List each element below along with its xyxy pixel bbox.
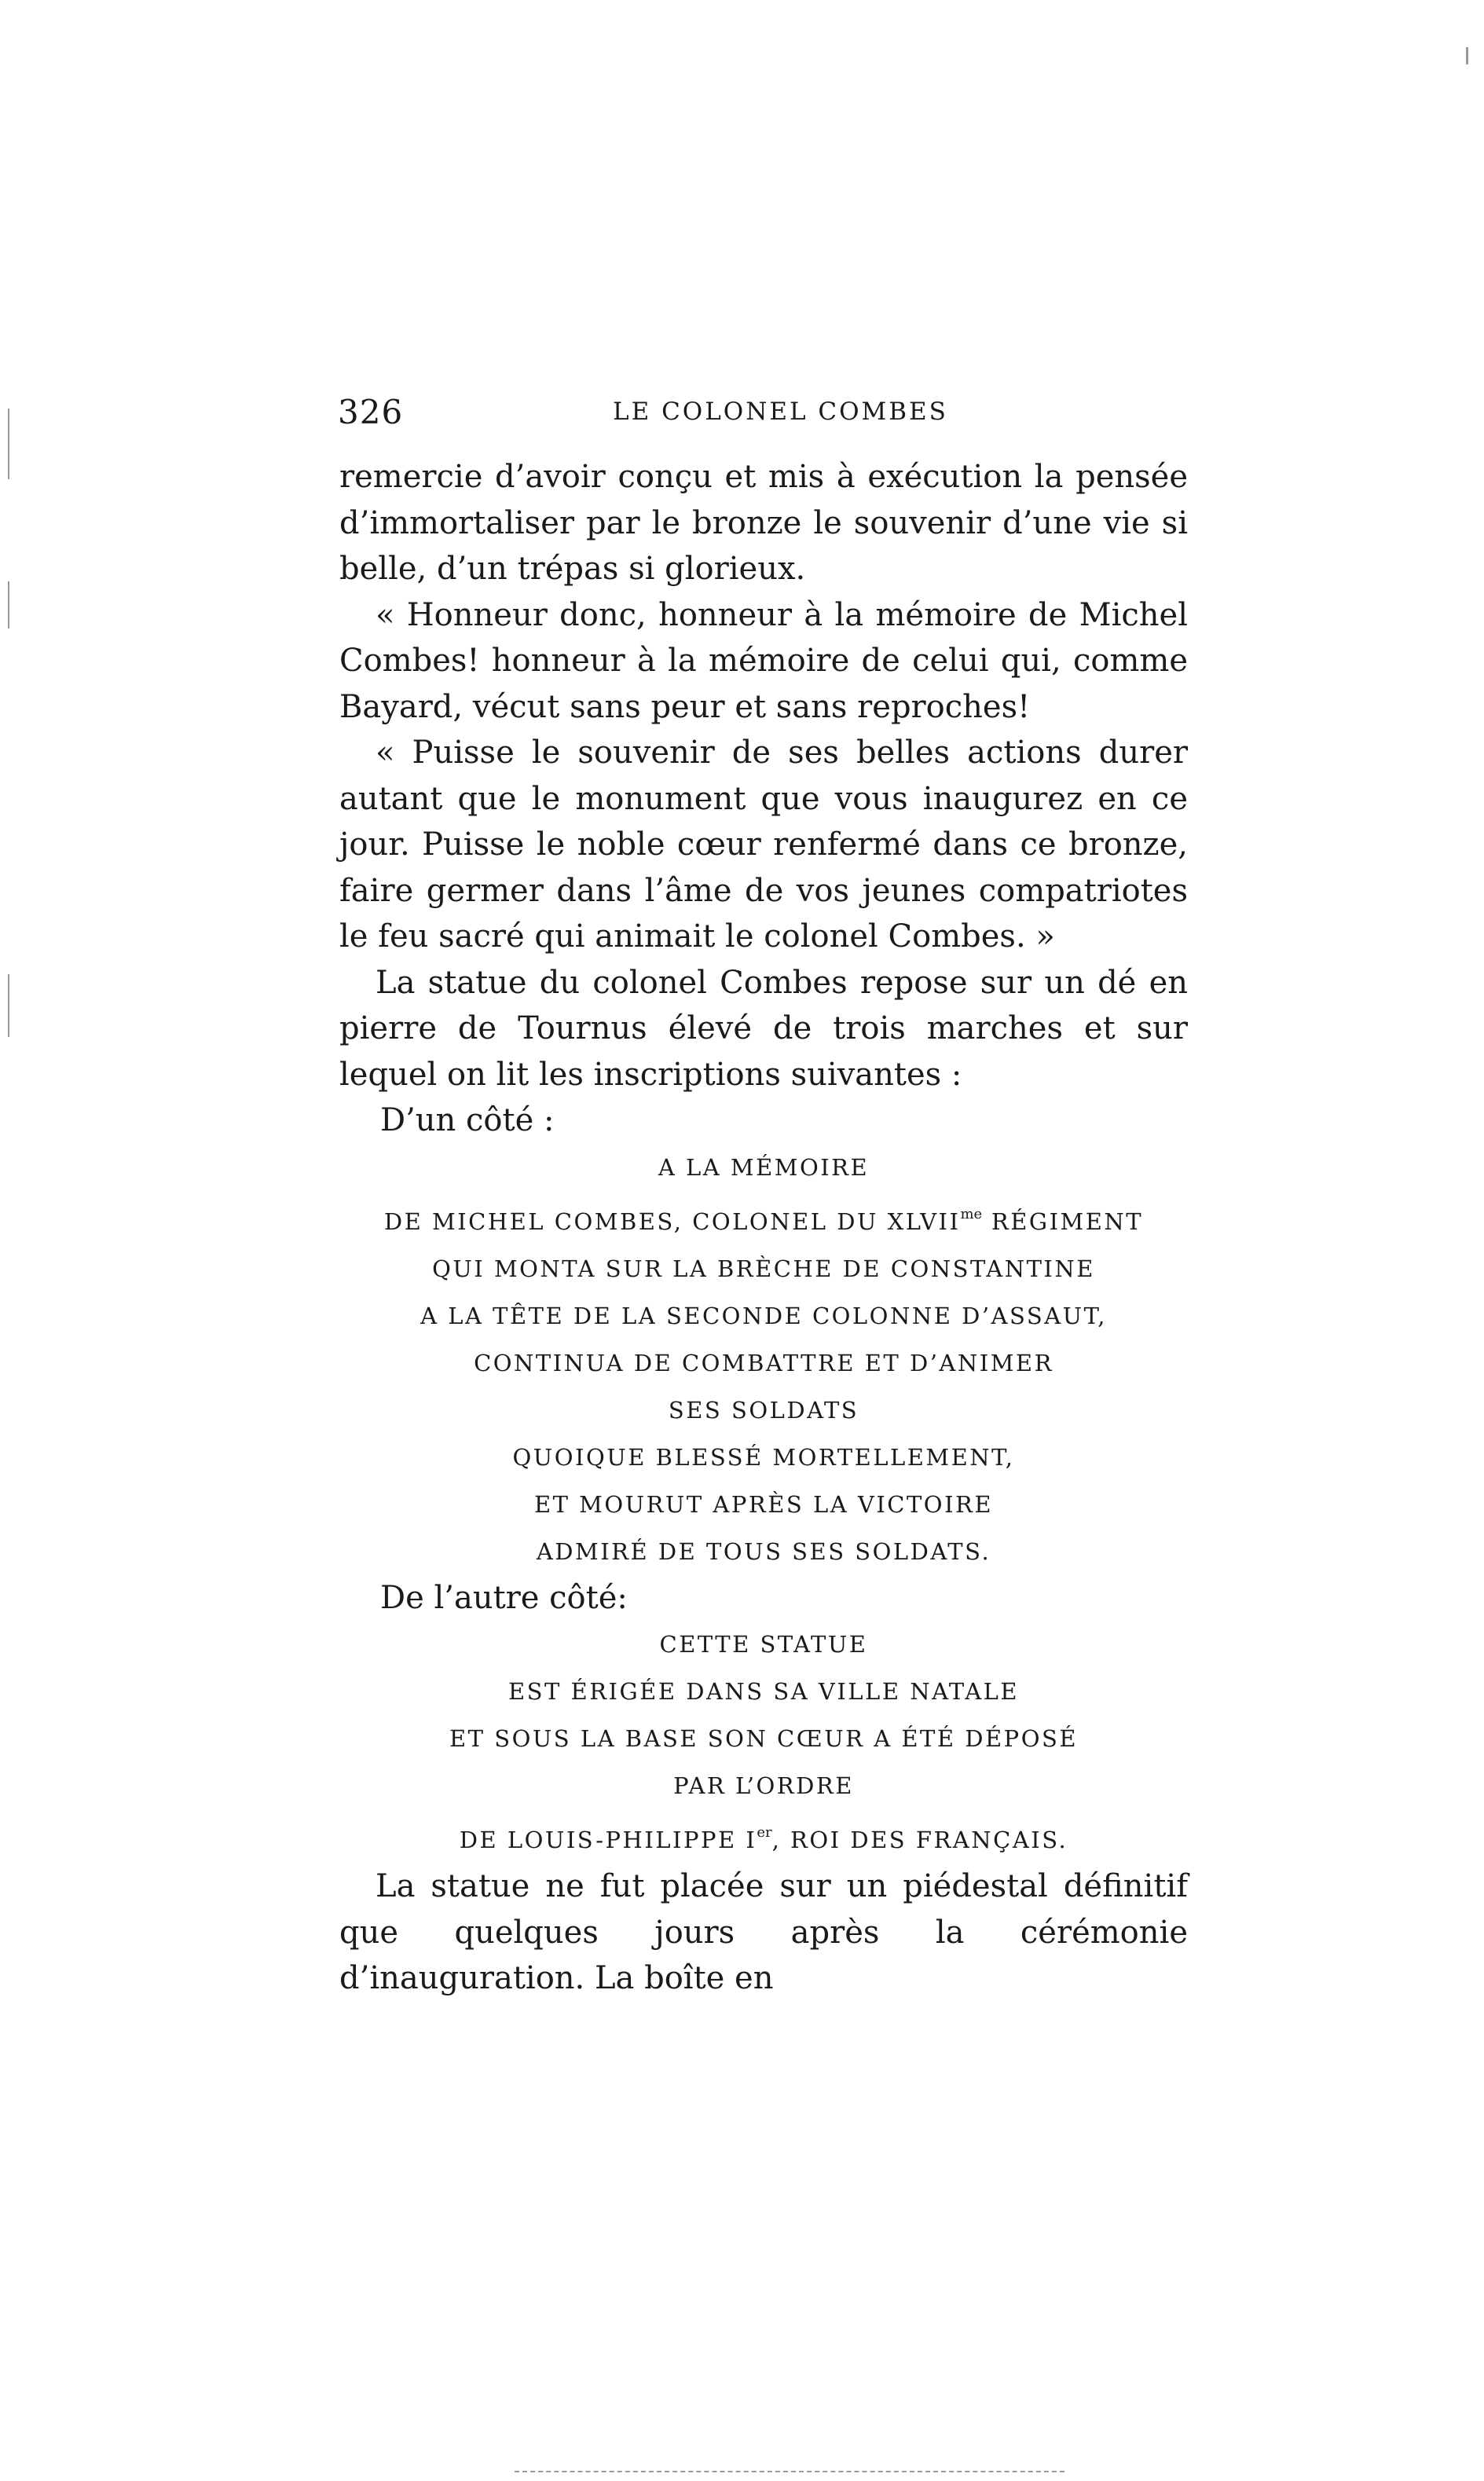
- inscription-line: ADMIRÉ DE TOUS SES SOLDATS.: [536, 1537, 991, 1565]
- inscription-line: SES SOLDATS: [668, 1396, 859, 1424]
- inscription-text: RÉGIMENT: [982, 1208, 1144, 1235]
- inscription-text: DE LOUIS-PHILIPPE I: [459, 1827, 757, 1853]
- paragraph-statue: La statue du colonel Combes repose sur un dé en pierre de Tournus élevé de trois marches et sur lequel on lit les inscriptions suivantes :: [339, 964, 1188, 1093]
- scan-edge-mark: [8, 974, 9, 1037]
- paragraph-continuation: remercie d’avoir conçu et mis à exécution la pensée d’immortaliser par le bronze le souvenir d’une vie si belle, d’un trépas si glorieux.: [339, 459, 1188, 587]
- scan-footer-rule: [515, 2471, 1064, 2472]
- inscription-line: EST ÉRIGÉE DANS SA VILLE NATALE: [507, 1678, 1020, 1705]
- scan-edge-mark: [8, 409, 9, 479]
- superscript: er: [757, 1824, 772, 1841]
- inscription-line: CETTE STATUE: [659, 1631, 868, 1658]
- superscript: me: [960, 1205, 983, 1222]
- inscription-label-other-side: De l’autre côté:: [380, 1579, 628, 1616]
- inscription-line: [339, 1809, 1188, 1863]
- page-header: [338, 393, 1186, 440]
- running-title: LE COLONEL COMBES: [613, 398, 948, 426]
- inscription-line: ET MOURUT APRÈS LA VICTOIRE: [533, 1490, 994, 1518]
- inscription-other-side: [339, 1621, 1188, 1863]
- inscription-line: PAR L’ORDRE: [673, 1772, 854, 1799]
- page-number: 326: [338, 393, 404, 431]
- inscription-line: [339, 1191, 1188, 1245]
- page-body: [339, 454, 1188, 2002]
- paragraph-piedestal: La statue ne fut placée sur un piédestal définitif que quelques jours après la cérémonie d’inauguration. La boîte en: [339, 1868, 1188, 1996]
- inscription-line: A LA MÉMOIRE: [658, 1153, 870, 1181]
- inscription-line: A LA TÊTE DE LA SECONDE COLONNE D’ASSAUT,: [420, 1302, 1107, 1329]
- inscription-label-first-side: D’un côté :: [380, 1102, 555, 1138]
- paragraph-puisse: « Puisse le souvenir de ses belles actions durer autant que le monument que vous inaugurez en ce jour. Puisse le noble cœur renfermé dans ce bronze, faire germer dans l’âme de vos jeunes compatriotes le feu sacré qui animait le colonel Combes. »: [339, 735, 1188, 955]
- paragraph-honneur: « Honneur donc, honneur à la mémoire de Michel Combes! honneur à la mémoire de celui qui, comme Bayard, vécut sans peur et sans reproches!: [339, 596, 1188, 725]
- scan-edge-mark: [8, 581, 9, 628]
- inscription-line: CONTINUA DE COMBATTRE ET D’ANIMER: [474, 1349, 1053, 1376]
- inscription-line: QUOIQUE BLESSÉ MORTELLEMENT,: [512, 1443, 1015, 1471]
- inscription-text: , ROI DES FRANÇAIS.: [771, 1827, 1068, 1853]
- inscription-line: ET SOUS LA BASE SON CŒUR A ÉTÉ DÉPOSÉ: [449, 1725, 1079, 1752]
- scan-edge-mark: [1466, 47, 1468, 64]
- inscription-first-side: [339, 1144, 1188, 1575]
- inscription-line: QUI MONTA SUR LA BRÈCHE DE CONSTANTINE: [432, 1255, 1095, 1282]
- inscription-text: DE MICHEL COMBES, COLONEL DU XLVII: [383, 1208, 961, 1235]
